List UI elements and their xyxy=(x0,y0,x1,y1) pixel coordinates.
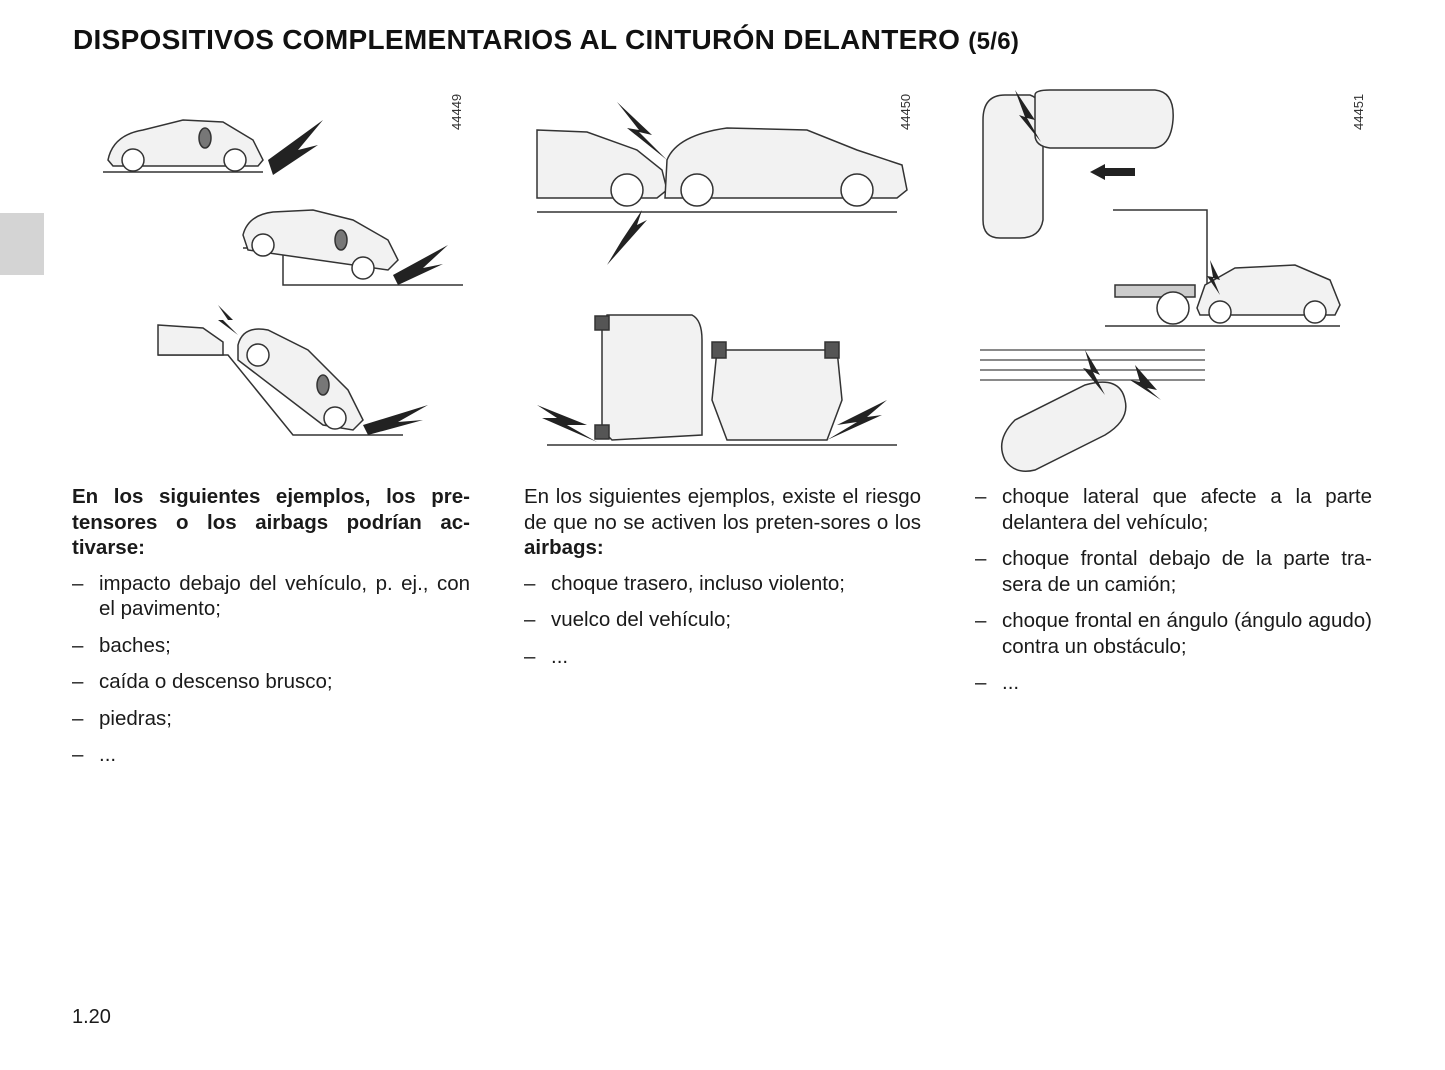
col2-intro-text: En los siguientes ejemplos, existe el riesgo de que no se activen los preten-sores o los xyxy=(524,485,921,534)
list-item: – choque frontal debajo de la parte tra-sera de un camión; xyxy=(975,546,1372,597)
column-non-activation-cases xyxy=(524,484,921,680)
title-part: (5/6) xyxy=(968,28,1020,55)
figure-impacts xyxy=(73,80,473,450)
col1-list xyxy=(72,571,470,768)
list-item: – vuelco del vehículo; xyxy=(524,607,921,633)
list-item: – ... xyxy=(72,742,470,768)
col2-list xyxy=(524,571,921,670)
figure-code-3: 44451 xyxy=(1351,93,1366,130)
figure-rear-rollover xyxy=(527,80,927,460)
list-item: – choque frontal en ángulo (ángulo agudo) contra un obstáculo; xyxy=(975,608,1372,659)
list-item: – baches; xyxy=(72,633,470,659)
list-item: – ... xyxy=(524,644,921,670)
figure-code-1: 44449 xyxy=(449,93,464,130)
list-item: – ... xyxy=(975,670,1372,696)
list-item: – choque lateral que afecte a la parte delantera del vehículo; xyxy=(975,484,1372,535)
illustration-side-truck-angle-icon xyxy=(975,80,1375,480)
col2-intro xyxy=(524,484,921,561)
title-text: DISPOSITIVOS COMPLEMENTARIOS AL CINTURÓN DELANTERO xyxy=(73,24,961,55)
col3-list xyxy=(975,484,1372,696)
page-title xyxy=(73,24,1019,56)
illustration-rear-rollover-icon xyxy=(527,80,927,460)
list-item: – piedras; xyxy=(72,706,470,732)
page-number: 1.20 xyxy=(72,1006,111,1028)
column-activation-cases xyxy=(72,484,470,779)
col2-intro-bold: airbags: xyxy=(524,536,604,559)
list-item: – impacto debajo del vehículo, p. ej., con el pavimento; xyxy=(72,571,470,622)
illustration-car-impacts-icon xyxy=(73,80,473,450)
list-item: – caída o descenso brusco; xyxy=(72,669,470,695)
figure-code-2: 44450 xyxy=(898,93,913,130)
chapter-tab xyxy=(0,213,44,275)
col1-intro: En los siguientes ejemplos, los pre-tensores o los airbags podrían ac-tivarse: xyxy=(72,485,470,559)
figure-side-truck-angle xyxy=(975,80,1375,480)
column-non-activation-continued xyxy=(975,484,1372,707)
list-item: – choque trasero, incluso violento; xyxy=(524,571,921,597)
